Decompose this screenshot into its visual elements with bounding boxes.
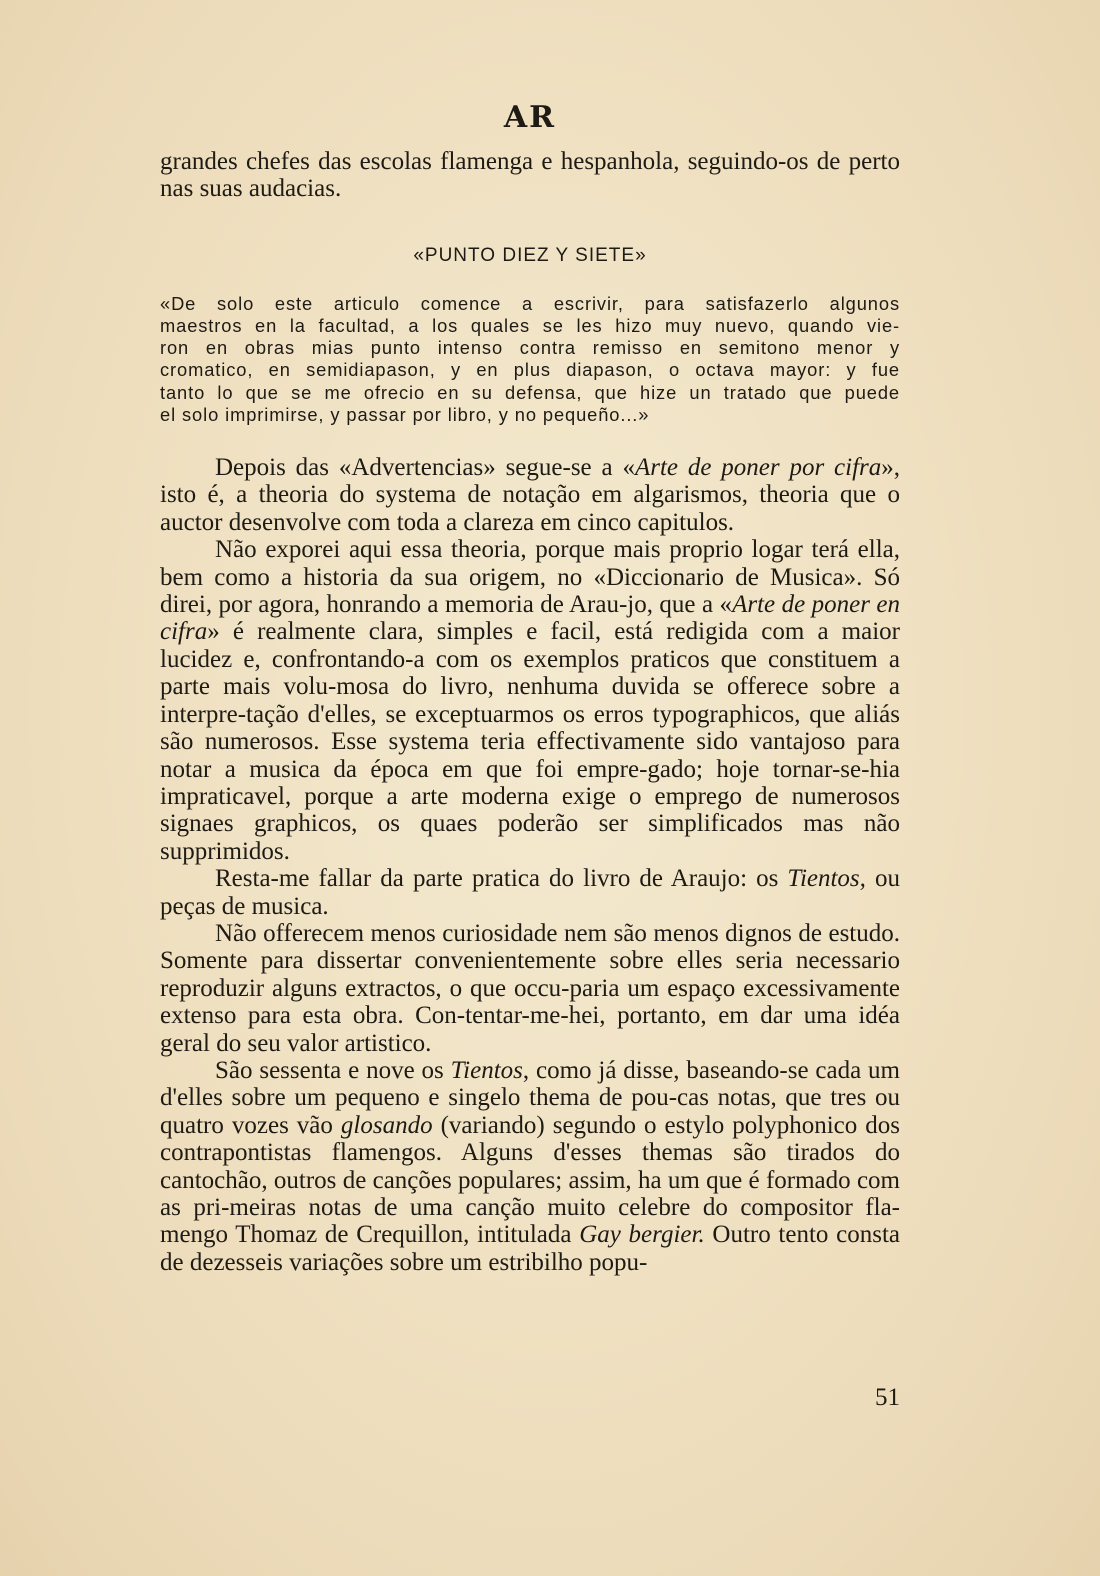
paragraph-curiosidade: Não offerecem menos curiosidade nem são menos dignos de estudo. Somente para dissertar convenientemente sobre elles seria necessario reproduzir alguns extractos, o que occu-paria um espaço excessivamente extenso para esta obra. Con-tentar-me-hei, portanto, em dar uma idéa geral do seu valor artistico. (160, 919, 900, 1057)
body-text (160, 454, 900, 1276)
paragraph-arte-de-poner: Depois das «Advertencias» segue-se a «Arte de poner por cifra», isto é, a theoria do systema de notação em algarismos, theoria que o auctor desenvolve com toda a clareza em cinco capitulos. (160, 454, 901, 536)
song-title: Gay bergier. (579, 1221, 705, 1249)
paragraph-sessenta: São sessenta e nove os Tientos, como já disse, baseando-se cada um d'elles sobre um pequeno e singelo thema de pou-cas notas, que tres ou quatro vozes vão glosando (variando) segundo o estylo polyphonico dos contrapontistas flamengos. Alguns d'esses themas são tirados do cantochão, outros de canções populares; assim, ha um que é formado com as pri-meiras notas de uma canção muito celebre do compositor fla-mengo Thomaz de Crequillon, intitulada Gay bergier. Outro tento consta de dezesseis variações sobre um estribilho popu- (160, 1056, 900, 1276)
paragraph-tientos-intro: Resta-me fallar da parte pratica do livro de Araujo: os Tientos, ou peças de musica. (160, 865, 900, 920)
book-title: Arte de poner por cifra (634, 454, 882, 482)
quote-line: ron en obras mias punto intenso contra remisso en semitono menor y (160, 337, 900, 359)
quote-line: «De solo este articulo comence a escrivir, para satisfazerlo algunos (160, 292, 900, 314)
italic-term: Tientos, (787, 865, 866, 893)
page (160, 100, 900, 1276)
paragraph-theoria: Não exporei aqui essa theoria, porque mais proprio logar terá ella, bem como a historia da sua origem, no «Diccionario de Musica». Só direi, por agora, honrando a memoria de Arau-jo, que a «Arte de poner en cifra» é realmente clara, simples e facil, está redigida com a maior lucidez e, confrontando-a com os exemplos praticos que constituem a parte mais volu-mosa do livro, nenhuma duvida se offerece sobre a interpre-tação d'elles, se exceptuarmos os erros typographicos, que aliás são numerosos. Esse systema teria effectivamente sido vantajoso para notar a musica da época em que foi empre-gado; hoje tornar-se-hia impraticavel, porque a arte moderna exige o emprego de numerosos signaes graphicos, os quaes poderão ser simplificados mas não supprimidos. (160, 536, 901, 865)
running-head: AR (503, 100, 557, 135)
section-title: «PUNTO DIEZ Y SIETE» (413, 244, 647, 266)
italic-term: glosando (340, 1111, 433, 1139)
quote-line: el solo imprimirse, y passar por libro, y no pequeño...» (160, 403, 650, 425)
quote-line: tanto lo que se me ofrecio en su defensa, que hize un tratado que puede (160, 381, 900, 403)
italic-term: Tientos (450, 1056, 523, 1084)
opening-paragraph: grandes chefes das escolas flamenga e hespanhola, seguindo-os de perto nas suas audacias. (160, 148, 900, 203)
page-number: 51 (875, 1384, 900, 1411)
spanish-quote (160, 293, 900, 426)
quote-line: cromatico, en semidiapason, y en plus diapason, o octava mayor: y fue (160, 359, 900, 381)
book-title: Arte de poner en cifra (160, 591, 901, 646)
quote-line: maestros en la facultad, a los quales se les hizo muy nuevo, quando vie- (160, 315, 900, 337)
